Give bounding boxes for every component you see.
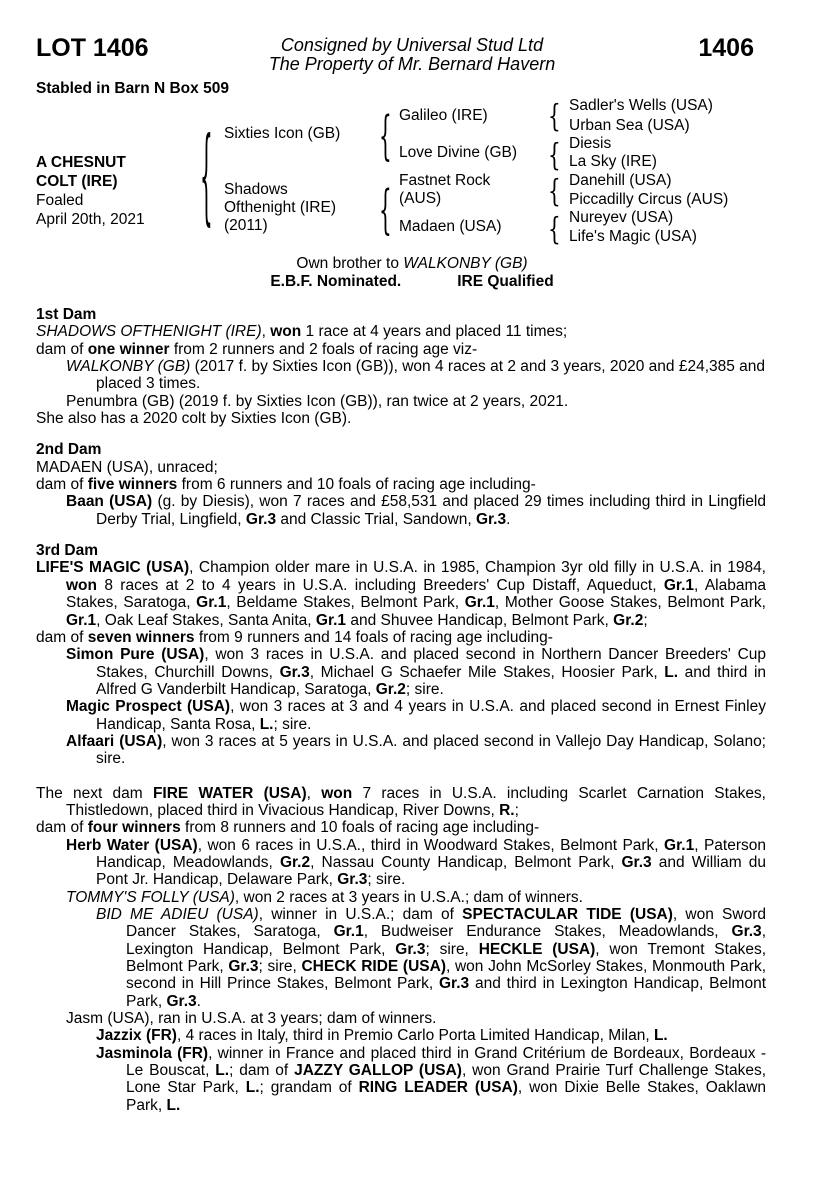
ped-dam-line3: (2011) — [224, 217, 268, 234]
third-dam-produce: dam of seven winners from 9 runners and 14 foals of racing age including- — [36, 628, 553, 646]
ped-dam-dam: Madaen (USA) — [399, 218, 502, 235]
brace-ds: { — [548, 172, 561, 210]
ped-sire: Sixties Icon (GB) — [224, 125, 341, 142]
ped-ssd: Urban Sea (USA) — [569, 117, 690, 134]
horse-colour: A CHESNUT — [36, 154, 126, 171]
lifes-magic-entry: LIFE'S MAGIC (USA), Champion older mare in U.S.A. in 1985, Champion 3yr old filly in U.S.A. in 1984, won 8 races at 2 to 4 years in U.S.A. including Breeders' Cup Distaff, Aqueduct, Gr.1, Alabama Stakes, Saratoga, Gr.1, Beldame Stakes, Belmont Park, Gr.1, Mother Goose Stakes, Belmont Park, Gr.1, Oak Leaf Stakes, Santa Anita, Gr.1 and Shuvee Handicap, Belmont Park, Gr.2; — [36, 559, 766, 629]
brace-dam: { — [379, 178, 392, 241]
horse-sex: COLT (IRE) — [36, 173, 118, 190]
ped-sdd: La Sky (IRE) — [569, 153, 657, 170]
jazzix-entry: Jazzix (FR), 4 races in Italy, third in Premio Carlo Porta Limited Handicap, Milan, L. — [96, 1027, 668, 1045]
own-brother-name: WALKONBY (GB) — [403, 255, 528, 272]
ebf-nominated: E.B.F. Nominated. — [270, 273, 402, 290]
ped-sds: Diesis — [569, 135, 612, 152]
catalogue-body — [36, 306, 766, 1114]
first-dam-produce: dam of one winner from 2 runners and 2 foals of racing age viz- — [36, 340, 478, 358]
first-dam-heading: 1st Dam — [36, 306, 97, 323]
brace-ss: { — [548, 97, 561, 135]
ped-sire-sire: Galileo (IRE) — [399, 107, 488, 124]
baan-entry: Baan (USA) (g. by Diesis), won 7 races and £58,531 and placed 29 times including third in Lingfield Derby Trial, Lingfield, Gr.3 and Classic Trial, Sandown, Gr.3. — [66, 493, 766, 528]
alfaari-entry: Alfaari (USA), won 3 races at 5 years in U.S.A. and placed second in Vallejo Day Handicap, Solano; sire. — [66, 732, 766, 768]
lot-label: LOT 1406 — [36, 34, 149, 62]
tommys-folly-entry: TOMMY'S FOLLY (USA), won 2 races at 3 years in U.S.A.; dam of winners. — [66, 888, 583, 906]
ped-sss: Sadler's Wells (USA) — [569, 97, 713, 114]
ebf-line — [0, 273, 824, 291]
consigned-by: Consigned by Universal Stud Ltd — [280, 35, 544, 55]
foaled-label: Foaled — [36, 192, 84, 209]
jasm-entry: Jasm (USA), ran in U.S.A. at 3 years; dam of winners. — [66, 1010, 437, 1028]
penumbra-entry: Penumbra (GB) (2019 f. by Sixties Icon (GB)), ran twice at 2 years, 2021. — [66, 392, 569, 410]
consignor-block — [0, 36, 824, 74]
ped-ddd: Life's Magic (USA) — [569, 228, 697, 245]
ped-dss: Danehill (USA) — [569, 172, 672, 189]
magic-prospect-entry: Magic Prospect (USA), won 3 races at 3 and 4 years in U.S.A. and placed second in Ernest Finley Handicap, Santa Rosa, L.; sire. — [66, 698, 766, 733]
jasminola-entry: Jasminola (FR), winner in France and placed third in Grand Critérium de Bordeaux, Bordeaux - Le Bouscat, L.; dam of JAZZY GALLOP (USA), won Grand Prairie Turf Challenge Stakes, Lone Star Park, L.; grandam of RING LEADER (USA), won Dixie Belle Stakes, Oaklawn Park, L. — [96, 1044, 767, 1114]
second-dam-text: MADAEN (USA), unraced; — [36, 458, 218, 476]
brace-dd: { — [548, 210, 561, 248]
brace-sire: { — [379, 104, 392, 167]
brace-sd: { — [548, 136, 561, 174]
ped-dds: Nureyev (USA) — [569, 209, 674, 226]
second-dam-heading: 2nd Dam — [36, 441, 102, 459]
ped-dam-line2: Ofthenight (IRE) — [224, 199, 336, 216]
own-brother-prefix: Own brother to — [296, 255, 404, 272]
ped-dam-sire-line1: Fastnet Rock — [399, 172, 491, 189]
brace-main: { — [200, 112, 213, 237]
herb-water-entry: Herb Water (USA), won 6 races in U.S.A., third in Woodward Stakes, Belmont Park, Gr.1, Paterson Handicap, Meadowlands, Gr.2, Nassau County Handicap, Belmont Park, Gr.3 and William du Pont Jr. Handicap, Delaware Park, Gr.3; sire. — [66, 836, 766, 889]
ped-dam-sire-line2: (AUS) — [399, 190, 442, 207]
ped-dsd: Piccadilly Circus (AUS) — [569, 191, 729, 208]
ire-qualified: IRE Qualified — [457, 273, 554, 290]
second-dam-produce: dam of five winners from 6 runners and 10 foals of racing age including- — [36, 476, 536, 494]
property-of: The Property of Mr. Bernard Havern — [268, 54, 556, 74]
foaled-date: April 20th, 2021 — [36, 211, 145, 228]
third-dam-heading: 3rd Dam — [36, 542, 99, 560]
ped-dam — [224, 181, 336, 235]
simon-pure-entry: Simon Pure (USA), won 3 races in U.S.A. and placed second in Northern Dancer Breeders' Cup Stakes, Churchill Downs, Gr.3, Michael G Schaefer Mile Stakes, Hoosier Park, L. and third in Alfred G Vanderbilt Handicap, Saratoga, Gr.2; sire. — [66, 646, 767, 698]
stabled-location: Stabled in Barn N Box 509 — [36, 80, 229, 97]
walkonby-entry: WALKONBY (GB) (2017 f. by Sixties Icon (GB)), won 4 races at 2 and 3 years, 2020 and £24,385 and placed 3 times. — [66, 358, 766, 393]
horse-description — [36, 153, 145, 229]
ped-sire-dam: Love Divine (GB) — [399, 144, 518, 161]
ped-dam-line1: Shadows — [224, 181, 288, 198]
lot-number: 1406 — [698, 34, 754, 62]
ped-dam-sire — [399, 172, 490, 208]
first-dam-text: SHADOWS OFTHENIGHT (IRE), won 1 race at 4 years and placed 11 times; — [36, 323, 568, 341]
bid-me-adieu-entry: BID ME ADIEU (USA), winner in U.S.A.; dam of SPECTACULAR TIDE (USA), won Sword Dancer Stakes, Saratoga, Gr.1, Budweiser Endurance Stakes, Meadowlands, Gr.3, Lexington Handicap, Belmont Park, Gr.3; sire, HECKLE (USA), won Tremont Stakes, Belmont Park, Gr.3; sire, CHECK RIDE (USA), won John McSorley Stakes, Monmouth Park, second in Hill Prince Stakes, Belmont Park, Gr.3 and third in Lexington Handicap, Belmont Park, Gr.3. — [96, 906, 767, 1010]
fire-water-entry: The next dam FIRE WATER (USA), won 7 races in U.S.A. including Scarlet Carnation Stakes, Thistledown, placed third in Vivacious Handicap, River Downs, R.; — [36, 784, 766, 819]
fire-water-produce: dam of four winners from 8 runners and 10 foals of racing age including- — [36, 819, 540, 837]
own-brother-line — [0, 255, 824, 273]
first-dam-note: She also has a 2020 colt by Sixties Icon (GB). — [36, 410, 352, 428]
